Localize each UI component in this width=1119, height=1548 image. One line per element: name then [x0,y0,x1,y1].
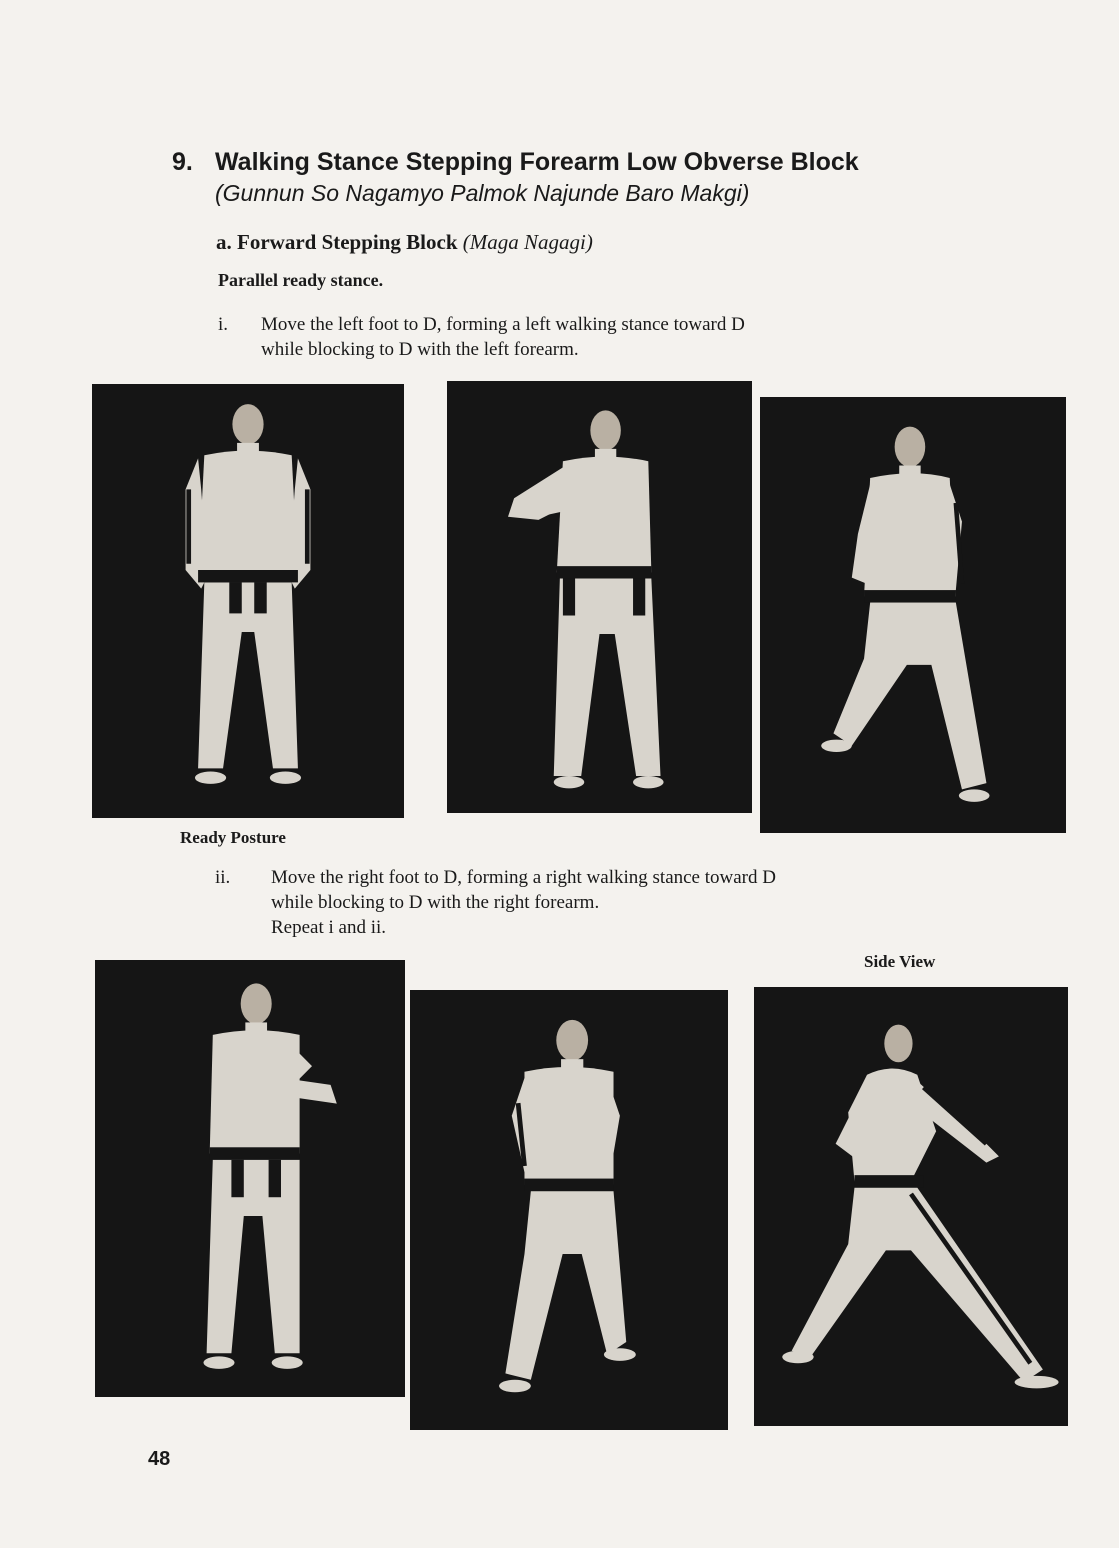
photo-side-view [754,987,1068,1426]
step-label: i. [218,314,229,335]
step-text-line: Repeat i and ii. [271,917,387,938]
step-label: ii. [215,867,231,888]
step-text-line: while blocking to D with the right forearm. [271,892,600,913]
section-title: Walking Stance Stepping Forearm Low Obverse Block [215,148,859,176]
photo-left-low-block [760,397,1066,833]
photo-crossed-forearms [447,381,752,813]
photo-ready-posture [92,384,404,818]
photo-right-low-block [410,990,728,1430]
subsection-korean: (Maga Nagagi) [462,230,593,254]
subsection-label: a. Forward Stepping Block [216,230,458,254]
step-text-line: Move the left foot to D, forming a left walking stance toward D [261,314,745,335]
page-number: 48 [148,1448,171,1470]
step-text-line: while blocking to D with the left forearm. [261,339,579,360]
photo-crossed-forearms-right [95,960,405,1397]
subsection-heading [216,230,593,255]
ready-stance: Parallel ready stance. [218,270,384,290]
section-subtitle: (Gunnun So Nagamyo Palmok Najunde Baro Makgi) [215,180,750,206]
section-number: 9. [172,148,193,176]
step-2 [215,866,975,942]
caption-ready-posture: Ready Posture [180,828,286,847]
step-1 [218,313,978,363]
step-text-line: Move the right foot to D, forming a right walking stance toward D [271,867,776,888]
caption-side-view: Side View [864,952,936,971]
